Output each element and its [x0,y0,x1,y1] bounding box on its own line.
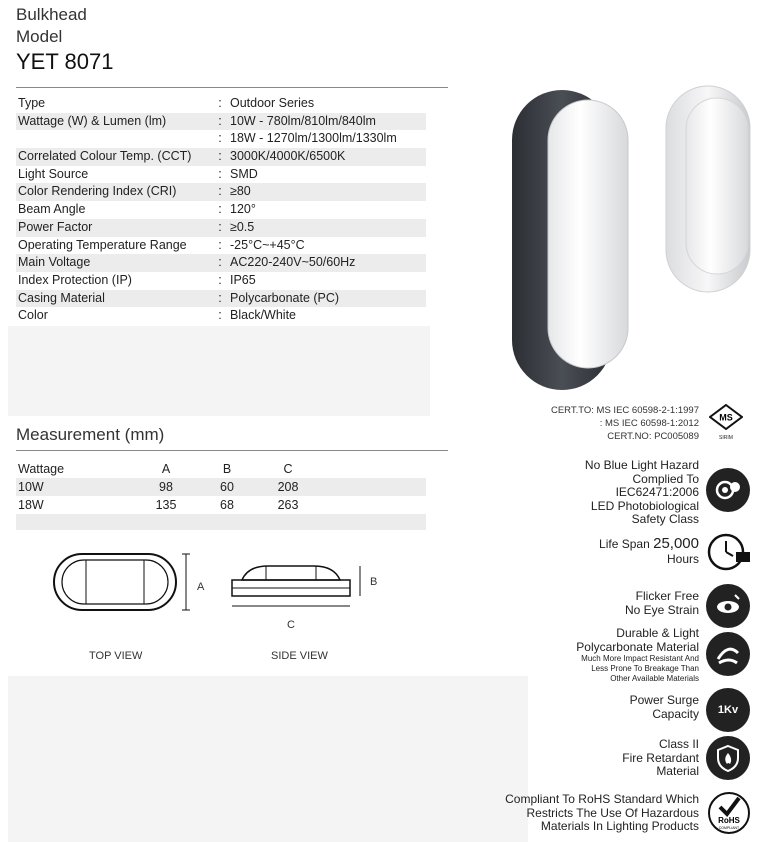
header-divider [16,87,448,88]
spec-separator: : [218,308,222,323]
text-line: No Blue Light Hazard [584,458,699,472]
measurement-row-10w [16,478,426,496]
side-view-drawing [228,560,368,620]
feature-flicker [625,589,699,617]
text-line: Less Prone To Breakage Than [591,664,699,673]
measurement-divider [16,450,448,451]
spec-label: Correlated Colour Temp. (CCT) [18,149,192,164]
spec-value: -25°C~+45°C [230,237,305,252]
spec-blank-area [8,326,430,416]
measurement-table [16,460,426,530]
feature-fire [622,738,699,779]
rohs-icon-text: RoHS [718,816,740,825]
text-line: Materials In Lighting Products [540,819,699,833]
ms-diamond-icon [709,404,743,430]
spec-label: Wattage (W) & Lumen (lm) [18,113,167,128]
text-line: Compliant To RoHS Standard Which [505,792,699,806]
spec-label: Index Protection (IP) [18,272,132,287]
text-line: Power Surge [629,693,699,707]
lifespan-label: Life Span [599,537,650,551]
spec-separator: : [218,113,222,128]
cell: 135 [155,498,177,512]
spec-value: ≥0.5 [230,219,255,234]
cell: 208 [277,480,299,494]
text-line: Durable & Light [616,626,699,640]
spec-separator: : [218,202,222,217]
spec-value: IP65 [230,272,256,287]
text-line: Material [656,764,699,778]
spec-label: Operating Temperature Range [18,237,187,252]
spec-value: AC220-240V~50/60Hz [230,255,356,270]
text-line: Other Available Materials [610,674,699,683]
spec-label: Type [18,96,46,110]
spec-label: Beam Angle [18,202,86,217]
surge-1kv-icon: 1Kv [706,688,750,732]
feature-blue-light [585,459,699,527]
cell: 263 [277,498,299,512]
header-b: B [222,462,232,476]
text-line: IEC62471:2006 [615,485,699,499]
spec-label: Casing Material [18,290,105,305]
spec-separator: : [218,272,222,287]
clock-icon [706,530,754,574]
text-line: Polycarbonate Material [576,639,699,654]
spec-row [16,148,426,166]
spec-label: Light Source [18,166,89,181]
spec-separator: : [218,96,222,110]
feature-surge [630,693,699,721]
feature-rohs [505,793,699,834]
spec-value: 18W - 1270lm/1300lm/1330lm [230,131,397,146]
lifespan-value: 25,000 [653,535,699,552]
spec-separator: : [218,166,222,181]
text-line: Fire Retardant [622,750,699,765]
spec-separator: : [218,219,222,234]
spec-row [16,290,426,308]
rohs-icon [706,790,752,836]
spec-value: SMD [230,166,258,181]
measurement-blank-row [16,514,426,530]
text-line: Class II [658,737,699,751]
measurement-row-18w [16,496,426,514]
fire-shield-icon [706,736,750,780]
cell: 68 [220,498,234,512]
lifespan-unit: Hours [666,552,699,566]
text-line: Safety Class [631,512,699,526]
spec-label: Color [18,308,48,323]
spec-row [16,307,426,325]
spec-separator: : [218,131,222,146]
spec-row [16,219,426,237]
text-line: Restricts The Use Of Hazardous [526,805,699,820]
product-image [500,80,770,400]
spec-row [16,272,426,290]
model-label: Model [16,27,63,46]
spec-label: Color Rendering Index (CRI) [18,184,177,199]
spec-value: 120° [230,202,256,217]
spec-separator: : [218,237,222,252]
spec-value: ≥80 [230,184,251,199]
spec-value: Black/White [230,308,296,323]
text-line: Capacity [652,707,699,721]
measurement-title: Measurement (mm) [16,425,165,444]
dim-a-label: A [197,581,205,593]
spec-separator: : [218,255,222,270]
cert-line-3: CERT.NO: PC005089 [607,431,699,442]
spec-row [16,254,426,272]
spec-label [16,130,214,148]
blank-area [8,676,528,842]
spec-row [16,113,426,131]
impact-resistant-icon [706,632,750,676]
measurement-header-row [16,460,426,478]
cell: 18W [18,498,44,512]
top-view-drawing [50,548,220,618]
cell: 98 [159,480,173,494]
category-line: Bulkhead [16,5,87,24]
spec-value: 3000K/4000K/6500K [230,149,346,164]
feature-durable [576,627,699,684]
feature-lifespan [599,536,699,567]
spec-row [16,183,426,201]
cell: 60 [220,480,234,494]
top-view-label: TOP VIEW [89,650,143,662]
side-view-label: SIDE VIEW [271,650,328,662]
header-c: C [283,462,293,476]
certification-text [551,404,699,443]
spec-value: Polycarbonate (PC) [230,290,340,305]
spec-separator: : [218,149,222,164]
spec-table [16,95,426,325]
sirim-logo [708,404,744,441]
rohs-icon-subtext: COMPLIANT [718,826,740,830]
text-line: LED Photobiological [590,498,699,513]
model-number: YET 8071 [16,49,114,74]
eye-protection-icon [706,468,750,512]
text-line: No Eye Strain [624,603,699,617]
cell: 10W [18,480,44,494]
spec-row [16,237,426,255]
spec-value: 10W - 780lm/810lm/840lm [230,113,376,128]
header-a: A [161,462,171,476]
dim-c-label: C [287,619,295,631]
spec-row [16,95,426,113]
spec-label: Main Voltage [18,255,91,270]
dim-b-label: B [370,576,378,588]
flicker-free-icon [706,584,750,628]
spec-row [16,166,426,184]
spec-label: Power Factor [18,219,93,234]
spec-row [16,201,426,219]
cert-line-1: CERT.TO: MS IEC 60598-2-1:1997 [550,405,699,416]
spec-separator: : [218,184,222,199]
text-line: Complied To [632,471,699,486]
cert-line-2: : MS IEC 60598-1:2012 [599,418,699,429]
spec-value: Outdoor Series [230,96,315,110]
text-line: Flicker Free [635,589,699,603]
header-wattage: Wattage [18,462,65,476]
spec-row [16,130,426,148]
product-header [16,4,113,76]
sirim-label: SIRIM [719,435,733,441]
spec-separator: : [218,290,222,305]
ms-logo-text: MS [719,412,733,423]
text-line: Much More Impact Resistant And [581,654,699,663]
